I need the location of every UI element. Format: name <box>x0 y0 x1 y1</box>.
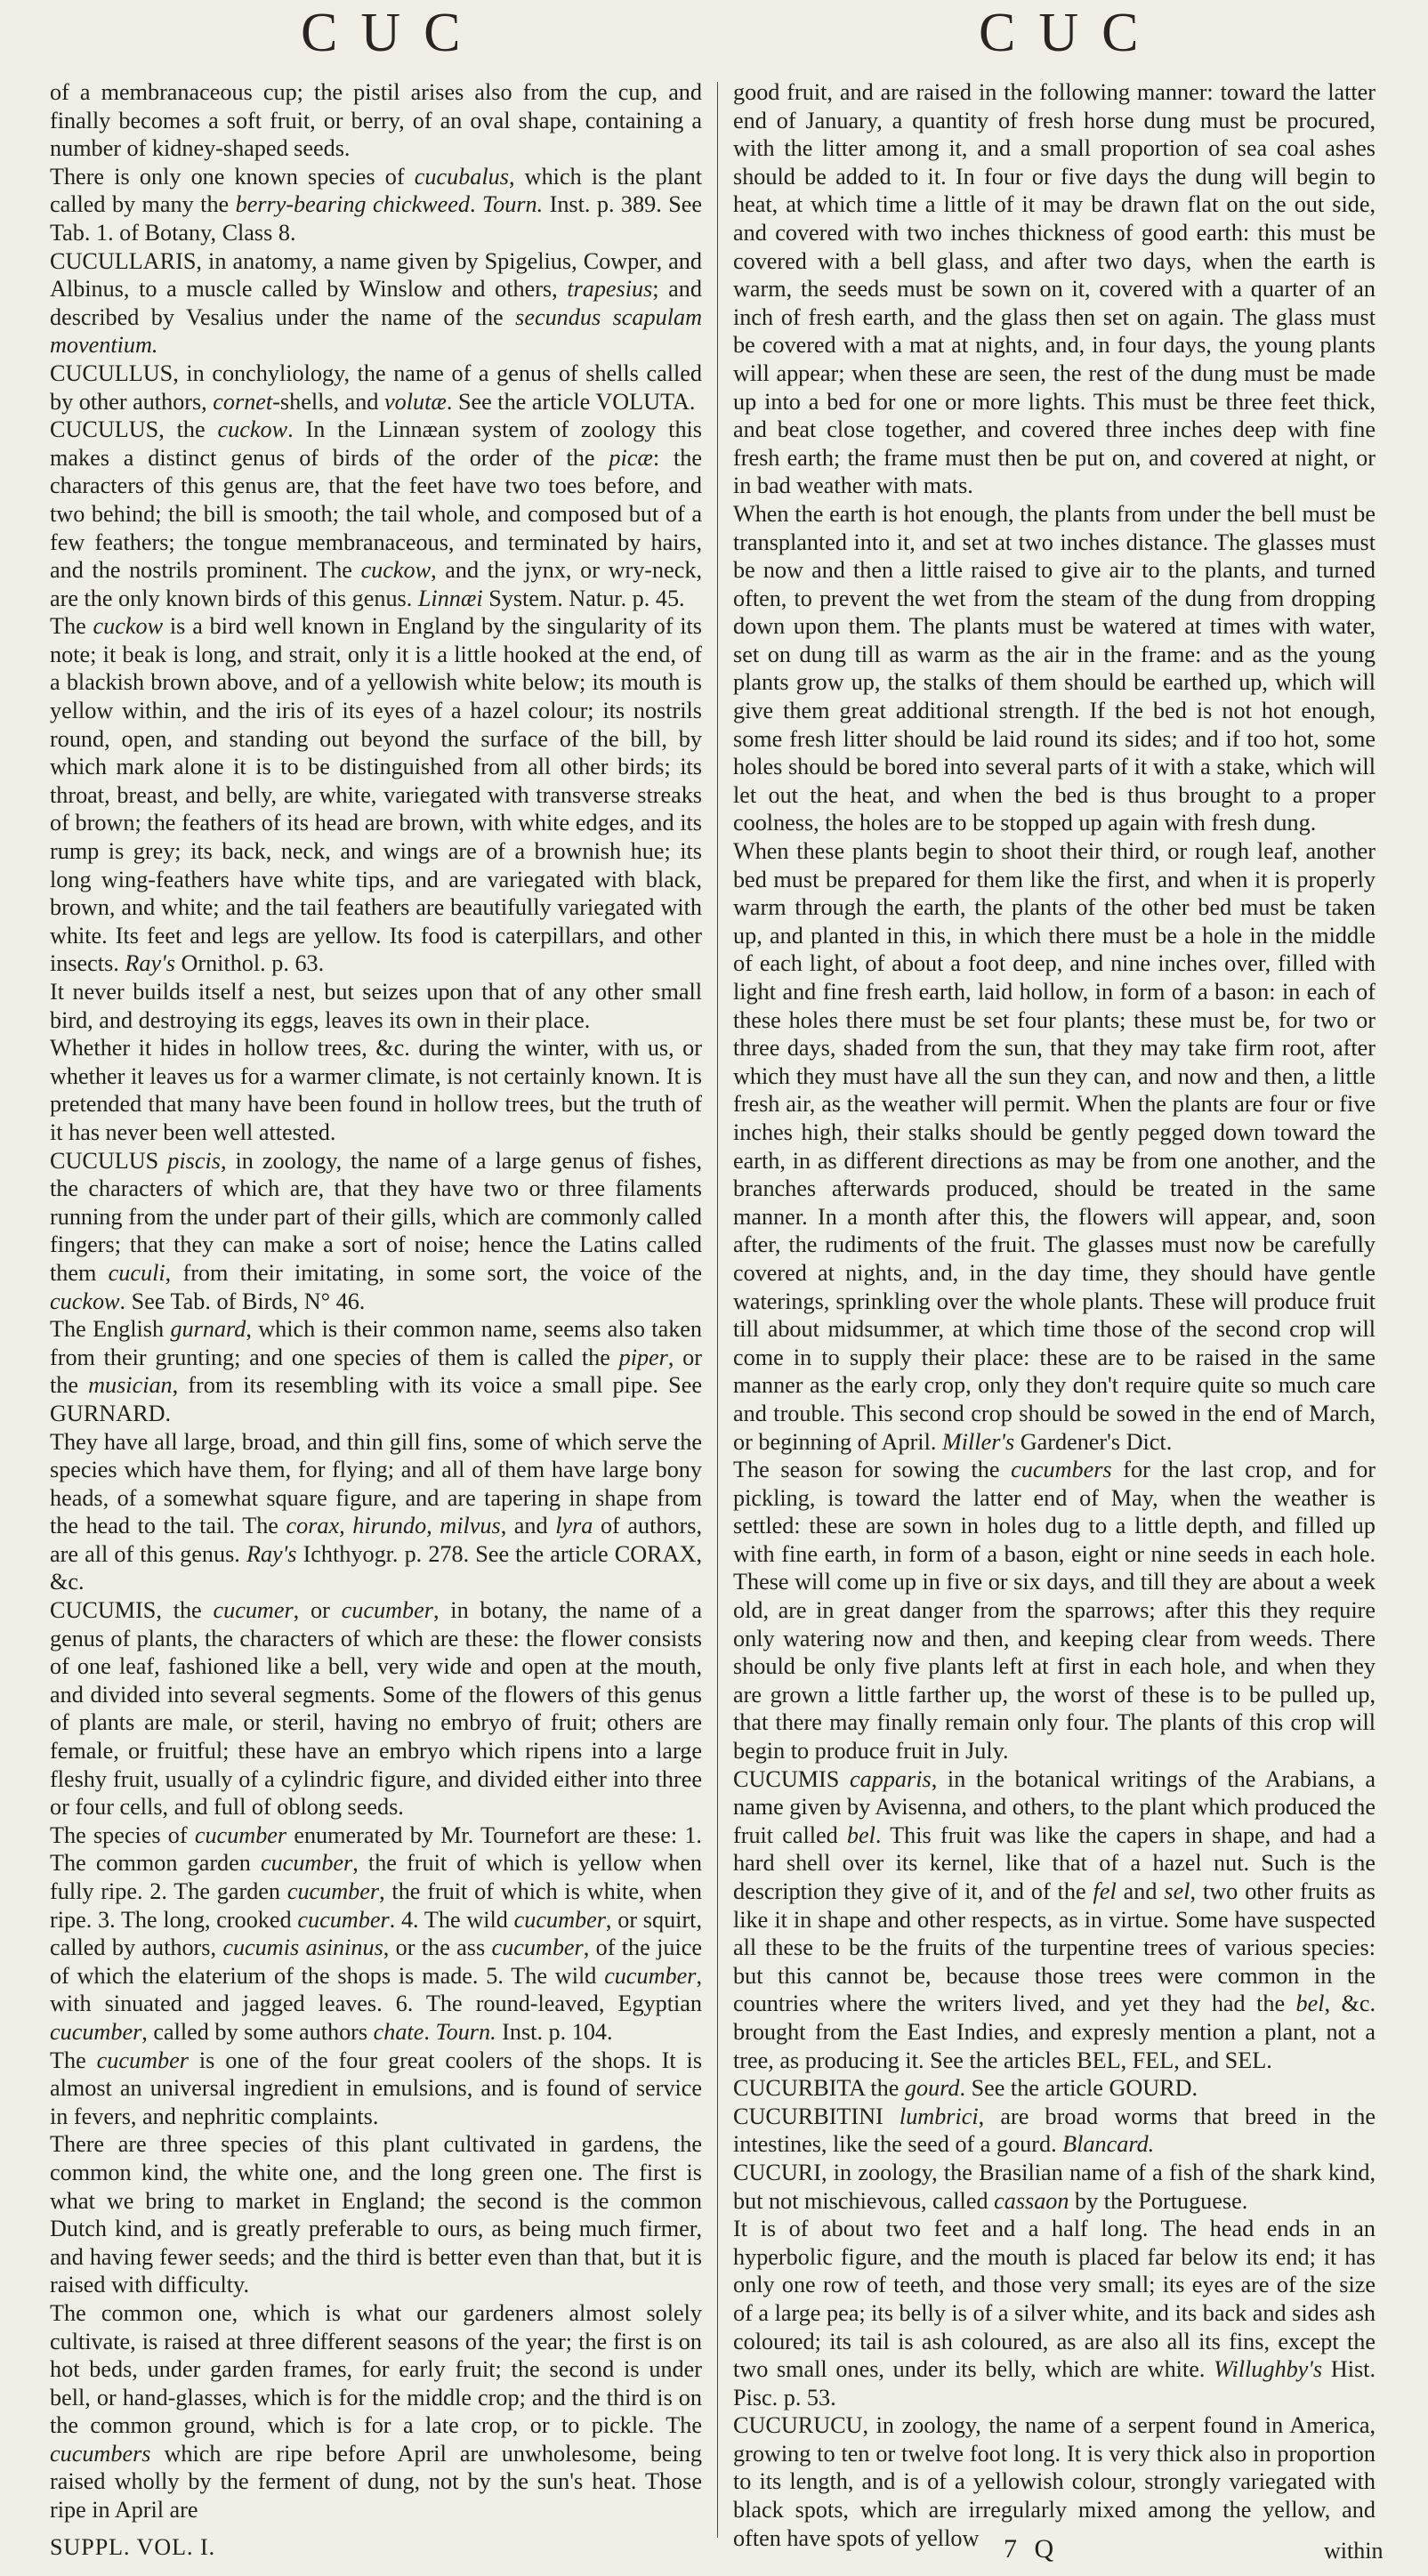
text-run: CUCULLUS <box>50 359 173 386</box>
text-run: , in zoology, the Brasilian name of a fish of the shark kind, but not mischievous, called <box>733 2159 1376 2214</box>
text-run: CUCULLARIS <box>50 247 197 274</box>
text-run: , or the <box>50 1344 702 1399</box>
dictionary-entry <box>733 1765 1376 2075</box>
text-run: , with sinuated and jagged leaves. 6. The round-leaved, Egyptian <box>50 1962 702 2017</box>
running-head-left: CUC <box>301 3 484 63</box>
text-run: : the characters of this genus are, that the feet have two toes before, and two behind; the bill is smooth; the tail whole, and composed but of a few feathers; the tongue membranaceous, and terminated by hairs, and the nostrils prominent. The <box>50 444 702 584</box>
italic-text: cucumber <box>50 2018 142 2045</box>
italic-text: cucumber <box>96 2047 189 2073</box>
text-run: is a bird well known in England by the singularity of its note; it beak is long, and strait, only it is a little hooked at the end, of a blackish brown above, and of a yellowish white below; its mouth is yellow within, and the iris of its eyes of a hazel colour; its nostrils round, open, and standing out beyond the surface of the bill, by which mark alone it is to be distinguished from all other birds; its throat, breast, and belly, are white, variegated with transverse streaks of brown; the feathers of its head are brown, with white edges, and its rump is grey; its back, neck, and wings are of a brownish hue; its long wing-feathers have white tips, and are variegated with black, brown, and white; and the tail feathers are beautifully variegated with white. Its feet and legs are yellow. Its food is caterpillars, and other insects. <box>50 613 702 977</box>
text-run: CUCULUS <box>50 1147 168 1174</box>
paragraph <box>50 1428 702 1597</box>
italic-text: piscis <box>167 1147 221 1174</box>
paragraph <box>50 978 702 1034</box>
paragraph <box>50 163 702 247</box>
text-run: CUCURI <box>733 2159 821 2185</box>
text-run: They have all large, broad, and thin gill fins, some of which serve the species which have them, for flying; and all of them have large bony heads, of a somewhat square figure, and are tapering in shape from the head to the tail. The <box>50 1428 702 1539</box>
text-run: , are broad worms that breed in the intestines, like the seed of a gourd. <box>733 2103 1376 2158</box>
text-run: , &c. brought from the East Indies, and expresly mention a plant, not a tree, as producing it. See the articles BEL, FEL, and SEL. <box>733 1991 1376 2073</box>
text-run: . <box>470 191 482 218</box>
paragraph <box>50 1821 702 2047</box>
paragraph <box>733 2215 1376 2411</box>
italic-text: cucumis asininus <box>222 1934 383 1961</box>
column-divider <box>717 82 718 2538</box>
text-run: , in the botanical writings of the Arabians, a name given by Avisenna, and others, to the plant which produced the fruit called <box>733 1765 1376 1848</box>
italic-text: sel <box>1164 1878 1190 1904</box>
running-head-right: CUC <box>979 3 1162 63</box>
italic-text: cornet <box>213 388 273 415</box>
dictionary-entry <box>50 359 702 416</box>
text-run: , the <box>156 1597 214 1624</box>
dictionary-entry <box>733 2074 1376 2103</box>
text-run: , and <box>500 1513 556 1539</box>
text-run: , two other fruits as like it in shape and other respects, as in virtue. Some have suspected all these to be the fruits of the turpentine trees of various species: but this cannot be, because those trees were common in the countries where the writers lived, and yet they had the <box>733 1878 1376 2017</box>
italic-text: bel <box>1295 1991 1325 2017</box>
italic-text: Tourn. <box>435 2018 496 2045</box>
paragraph <box>50 612 702 978</box>
text-run: The English <box>50 1316 171 1343</box>
italic-text: cuckow <box>217 416 288 443</box>
text-run: CUCULUS <box>50 416 159 443</box>
italic-text: cucumbers <box>1011 1457 1112 1483</box>
text-run: CUCURBITINI <box>733 2103 900 2129</box>
paragraph <box>50 78 702 163</box>
text-run: , the fruit of which is yellow when fully ripe. 2. The garden <box>50 1850 702 1904</box>
text-run: CUCUMIS <box>733 1765 851 1792</box>
italic-text: Willughby's <box>1214 2356 1323 2383</box>
dictionary-entry <box>733 2103 1376 2159</box>
text-run: , from their imitating, in some sort, the voice of the <box>165 1259 702 1286</box>
text-run: Hist. Pisc. p. 53. <box>733 2356 1376 2410</box>
text-run: , or squirt, called by authors, <box>50 1906 702 1961</box>
italic-text: cucumber <box>604 1962 697 1989</box>
text-run: The species of <box>50 1821 195 1848</box>
dictionary-entry <box>733 2411 1376 2552</box>
dictionary-entry <box>50 247 702 359</box>
italic-text: bel <box>846 1821 875 1848</box>
italic-text: picæ <box>609 444 653 471</box>
paragraph <box>50 2130 702 2299</box>
italic-text: cucumer <box>213 1597 294 1624</box>
text-run: It is of about two feet and a half long. The head ends in an hyperbolic figure, and the mouth is placed far below its end; it has only one row of teeth, and those very small; its eyes are of the size of a large pea; its belly is of a silver white, and its back and sides ash coloured; its tail is ash coloured, as are also all its fins, except the two small ones, under its belly, which are white. <box>733 2216 1376 2383</box>
text-run: The <box>50 613 93 640</box>
italic-text: chate <box>373 2018 424 2045</box>
italic-text: Miller's <box>941 1428 1015 1455</box>
italic-text: cuckow <box>50 1288 120 1314</box>
text-run: Inst. p. 389. See Tab. 1. of Botany, Class 8. <box>50 191 702 246</box>
text-run: , called by some authors <box>141 2018 374 2045</box>
text-run: and <box>1116 1878 1165 1904</box>
text-run: of authors, are all of this genus. <box>50 1513 702 1567</box>
text-run: , in conchyliology, the name of a genus of shells called by other authors, <box>50 359 702 415</box>
italic-text: secundus scapulam moventium. <box>50 303 702 359</box>
dictionary-entry <box>50 1147 702 1316</box>
italic-text: Tourn. <box>481 191 544 218</box>
text-run: It never builds itself a nest, but seizes upon that of any other small bird, and destroying its eggs, leaves its own in their place. <box>50 979 702 1033</box>
text-run: System. Natur. p. 45. <box>482 585 685 611</box>
catchword: within <box>1324 2538 1384 2564</box>
text-run: Ornithol. p. 63. <box>174 950 325 977</box>
text-run: which are ripe before April are unwholesome, being raised wholly by the ferment of dung, not by the sun's heat. Those ripe in April are <box>50 2440 702 2524</box>
signature-mark: SUPPL. VOL. I. <box>50 2534 216 2560</box>
text-run: , the fruit of which is white, when ripe. 3. The long, crooked <box>50 1878 702 1933</box>
paragraph <box>733 1456 1376 1765</box>
text-run: -shells, and <box>272 388 385 415</box>
left-column <box>50 78 702 2552</box>
italic-text: musician <box>88 1372 173 1399</box>
italic-text: cucumber <box>297 1906 390 1933</box>
text-run: , which is their common name, seems also taken from their grunting; and one species of them is called the <box>50 1316 702 1370</box>
text-run: . In the Linnæan system of zoology this makes a distinct genus of birds of the order of the <box>50 416 702 471</box>
text-run: When these plants begin to shoot their third, or rough leaf, another bed must be prepared for them like the first, and when it is properly warm through the earth, the plants of the other bed must be taken up, and planted in this, in which there must be a hole in the middle of each light, of about a foot deep, and nine inches over, filled with light and fine fresh earth, laid hollow, in form of a bason: in each of these holes there must be set four plants; these must be, for two or three days, shaded from the sun, that they may take firm root, after which they must have all the sun they can, and now and then, a little fresh air, as the weather will permit. When the plants are four or five inches high, their stalks should be gently pegged down toward the earth, in as different directions as may be from one another, and the branches afterwards produced, should be treated in the same manner. In a month after this, the flowers will appear, and, soon after, the rudiments of the fruit. The glasses must now be carefully covered at nights, and, in the day time, they should have gentle waterings, sprinkling over the whole plants. These will produce fruit till about midsummer, at which time those of the second crop will come in to supply their place: these are to be raised in the same manner as the early crop, only they don't require quite so much care and trouble. This second crop should be sowed in the end of March, or beginning of April. <box>733 838 1376 1455</box>
text-run: , in zoology, the name of a serpent found in America, growing to ten or twelve foot long. It is very thick also in proportion to its length, and is of a yellowish colour, strongly variegated with black spots, which are irregularly mixed among the yellow, and often have spots of yellow <box>733 2412 1376 2551</box>
text-run: . See Tab. of Birds, N° 46. <box>119 1288 366 1314</box>
text-run: The season for sowing the <box>733 1457 1012 1483</box>
text-run: , from its resembling with its voice a small pipe. See GURNARD. <box>50 1372 702 1426</box>
italic-text: piper <box>618 1344 668 1370</box>
text-run: Inst. p. 104. <box>496 2018 613 2045</box>
italic-text: lyra <box>555 1513 593 1539</box>
text-run: . 4. The wild <box>389 1906 514 1933</box>
paragraph <box>50 1315 702 1427</box>
italic-text: cucumber <box>491 1934 584 1961</box>
text-run: . See the article GOURD. <box>959 2075 1198 2102</box>
text-run: Ichthyogr. p. 278. See the article CORAX, &c. <box>50 1540 702 1595</box>
text-run: The <box>50 2047 97 2073</box>
italic-text: Ray's <box>125 950 175 977</box>
text-run: , or the ass <box>383 1934 492 1961</box>
text-run: the <box>864 2075 905 2102</box>
italic-text: cuckow <box>360 557 432 584</box>
text-run: good fruit, and are raised in the following manner: toward the latter end of January, a quantity of fresh horse dung must be procured, with the litter among it, and a small proportion of sea coal ashes should be added to it. In four or five days the dung will begin to heat, at which time a little of it may be drawn flat on the out side, and covered with two inches thickness of good earth: this must be covered with a bell glass, and after two days, when the earth is warm, the seeds must be sown on it, covered with a quarter of an inch of fresh earth, and the glass then set on again. The glass must be covered with a mat at nights, and, in four days, the young plants will appear; when these are seen, the rest of the dung must be made up into a bed for one or more lights. This must be three feet thick, and beat close together, and covered three inches deep with fine fresh earth; the frame must then be put on, and covered at night, or in bad weather with mats. <box>733 79 1376 499</box>
text-run: by the Portuguese. <box>1069 2187 1248 2214</box>
paragraph <box>50 2299 702 2524</box>
text-run: , in zoology, the name of a large genus of fishes, the characters of which are, that they have two or three filaments running from the under part of their gills, which are commonly called fingers; that they can make a sort of noise; hence the Latins called them <box>50 1147 702 1286</box>
italic-text: Linnæi <box>417 585 483 611</box>
italic-text: trapesius <box>567 276 653 303</box>
italic-text: cassaon <box>994 2187 1069 2214</box>
italic-text: cucumber <box>513 1906 606 1933</box>
text-run: CUCURUCU <box>733 2412 863 2439</box>
italic-text: volutæ <box>384 388 447 415</box>
paragraph <box>733 500 1376 837</box>
paragraph <box>50 2047 702 2131</box>
text-run: . See the article VOLUTA. <box>446 388 696 415</box>
dictionary-entry <box>50 416 702 612</box>
italic-text: cucumber <box>194 1821 287 1848</box>
text-run: CUCUMIS <box>50 1597 157 1624</box>
text-run: , which is the plant called by many the <box>50 163 702 218</box>
gathering-mark: 7 Q <box>1004 2534 1060 2564</box>
italic-text: cuckow <box>93 613 164 640</box>
text-run: , the <box>158 416 218 443</box>
text-run: , or <box>293 1597 342 1624</box>
right-column <box>733 78 1376 2552</box>
italic-text: cuculi <box>108 1259 165 1286</box>
text-run: is one of the four great coolers of the shops. It is almost an universal ingredient in emulsions, and is found of service in fevers, and nephritic complaints. <box>50 2047 702 2129</box>
paragraph <box>733 78 1376 500</box>
italic-text: cucumber <box>286 1878 380 1904</box>
italic-text: corax, hirundo, milvus <box>286 1513 501 1539</box>
text-run: enumerated by Mr. Tournefort are these: 1. The common garden <box>50 1821 702 1877</box>
text-run: ; and described by Vesalius under the name of the <box>50 276 702 330</box>
text-run: of a membranaceous cup; the pistil arises also from the cup, and finally becomes a soft fruit, or berry, of an oval shape, containing a number of kidney-shaped seeds. <box>50 79 702 162</box>
italic-text: cucumber <box>341 1597 433 1624</box>
text-run: There are three species of this plant cultivated in gardens, the common kind, the white one, and the long green one. The first is what we bring to market in England; the second is the common Dutch kind, and is greatly preferable to ours, as being much firmer, and having fewer seeds; and the third is better even than that, but it is raised with difficulty. <box>50 2131 702 2298</box>
dictionary-entry <box>50 1596 702 1821</box>
dictionary-entry <box>733 2159 1376 2215</box>
text-run: , of the juice of which the elaterium of the shops is made. 5. The wild <box>50 1934 702 1989</box>
italic-text: Ray's <box>246 1540 297 1567</box>
text-run: . This fruit was like the capers in shape, and had a hard shell over its kernel, like that of a hazel nut. Such is the description they give of it, and of the <box>733 1821 1376 1904</box>
text-run: Whether it hides in hollow trees, &c. during the winter, with us, or whether it leaves us for a warmer climate, is not certainly known. It is pretended that many have been found in hollow trees, but the truth of it has never been well attested. <box>50 1035 702 1145</box>
text-run: When the earth is hot enough, the plants from under the bell must be transplanted into it, and set at two inches distance. The glasses must be now and then a little raised to give air to the plants, and turned often, to prevent the wet from the steam of the dung from dropping down upon them. The plants must be watered at times with water, set on dung till as warm as the air in the frame: and as the young plants grow up, the stalks of them should be earthed up, which will give them great additional strength. If the bed is not hot enough, some fresh litter should be laid round its sides; and if too hot, some holes should be bored into several parts of it with a stake, which will let out the heat, and when the bed is thus brought to a proper coolness, the holes are to be stopped up again with fresh dung. <box>733 500 1376 836</box>
italic-text: cucubalus <box>414 163 509 190</box>
text-run: , in botany, the name of a genus of plants, the characters of which are these: the flower consists of one leaf, fashioned like a bell, very wide and open at the mouth, and divided into several segments. Some of the flowers of this genus of plants are male, or steril, having no embryo of fruit; others are female, or fruitful; these have an embryo which ripens into a large fleshy fruit, usually of a cylindric figure, and divided either into three or four cells, and full of oblong seeds. <box>50 1597 702 1821</box>
text-run: CUCURBITA <box>733 2075 865 2102</box>
text-run: . <box>424 2018 436 2045</box>
italic-text: gurnard <box>170 1316 246 1343</box>
italic-text: cucumbers <box>50 2440 151 2467</box>
italic-text: berry-bearing chickweed <box>235 191 470 218</box>
italic-text: lumbrici <box>899 2103 979 2129</box>
text-run: for the last crop, and for pickling, is toward the latter end of May, when the weather is settled: these are sown in holes dug to a little depth, and filled up with fine earth, in form of a bason, eight or nine seeds in each hole. These will come up in five or six days, and till they are about a week old, are in great danger from the sparrows; after this they require only watering now and then, and keeping clear from weeds. There should be only five plants left at first in each hole, and when they are grown a little farther up, the worst of these is to be pulled up, that there may finally remain only four. The plants of this crop will begin to produce fruit in July. <box>733 1457 1376 1764</box>
italic-text: fel <box>1093 1878 1117 1904</box>
italic-text: cucumber <box>260 1850 353 1877</box>
text-run: Gardener's Dict. <box>1014 1428 1173 1455</box>
text-run: , in anatomy, a name given by Spigelius, Cowper, and Albinus, to a muscle called by Winslow and others, <box>50 247 702 303</box>
paragraph <box>733 837 1376 1456</box>
paragraph <box>50 1034 702 1146</box>
text-run: There is only one known species of <box>50 163 415 190</box>
text-run: The common one, which is what our gardeners almost solely cultivate, is raised at three different seasons of the year; the first is on hot beds, under garden frames, for early fruit; the second is under bell, or hand-glasses, which is for the middle crop; and the third is on the common ground, which is for a late crop, or to pickle. The <box>50 2299 702 2439</box>
italic-text: gourd <box>904 2075 960 2102</box>
italic-text: Blancard. <box>1062 2131 1155 2158</box>
text-run: , and the jynx, or wry-neck, are the only known birds of this genus. <box>50 557 702 611</box>
italic-text: capparis <box>850 1765 932 1792</box>
